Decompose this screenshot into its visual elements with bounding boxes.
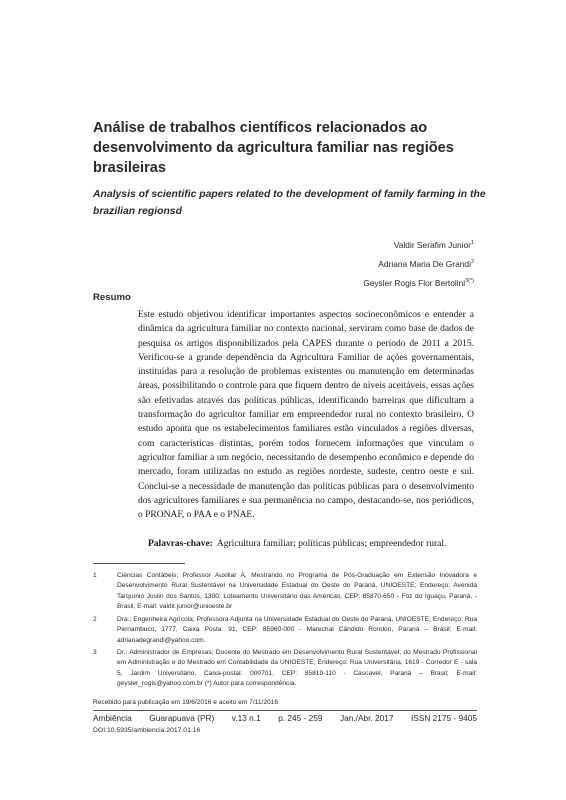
- footnote-number: 3: [93, 649, 97, 656]
- author-name: Valdir Serafim Junior: [393, 240, 471, 250]
- journal-date: Jan./Abr. 2017: [339, 713, 394, 723]
- footnote-text: Dra.; Engenheira Agrícola; Professora Adjunta na Universidade Estadual do Oeste do Paraná, UNIOESTE; Endereço: Rua Pernambuco, 1777, Caixa Posta: 91, CEP: 85960-000 - Marechal Cândido Rondon, Paraná – Brasil; E-mail: adrianadegrandi@yahoo.com.: [117, 616, 477, 644]
- footnote: [93, 615, 477, 646]
- journal-volume: v.13 n.1: [231, 713, 261, 723]
- author-name: Geysler Rogis Flor Bertolini: [363, 278, 466, 288]
- footnote-divider: [93, 563, 185, 564]
- footnote-number: 1: [93, 572, 97, 579]
- abstract-text: Este estudo objetivou identificar importantes aspectos socioeconômicos e entender a dinâmica da agricultura familiar no contexto nacional, serviram como base de dados de pesquisa os artigos disponibilizados pela CAPES durante o período de 2011 a 2015. Verificou-se a grande dependência da Agricultura Familiar de ações governamentais, instituídas para a resolução de problemas existentes ou manutenção em determinadas áreas, possibilitando o controle para que fiquem dentro de níveis aceitáveis, essas ações são efetivadas através das políticas públicas, identificando barreiras que dificultam a transformação do agricultor familiar em empreendedor rural no contexto brasileiro. O estudo aponta que os estabelecimentos familiares estão vinculados a regiões diversas, com características distintas, porém todos fornecem informações que vinculam o agricultor familiar a um negócio, necessitando de desempenho econômico e depende do mercado, foram utilizadas no estudo as regiões nordeste, sudeste, centro oeste e sul. Conclui-se a necessidade de manutenção das políticas públicas para o desenvolvimento dos agricultores familiares e sua permanência no campo, destacando-se, nos periódicos, o PRONAF, o PAA e o PNAE.: [138, 310, 474, 521]
- keywords-text: Agricultura familiar; políticas públicas; empreendedor rural.: [216, 539, 447, 549]
- abstract-heading: Resumo: [93, 292, 131, 303]
- footnote-text: Dr.; Administrador de Empresas; Docente do Mestrado em Desenvolvimento Rural Sustentável, do Mestrado Profissional em Administração e do Mestrado em Contabilidade da UNIOESTE; Endereço: Rua Universitária, 1619 - Corredor E - sala 5, Jardim Universitário, Caixa-postal: 000701, CEP: 85819-110 - Cascavel, Paraná – Brasil; E-mail: geysler_rogis@yahoo.com.br (*) Autor para correspondência.: [117, 649, 477, 687]
- english-title: Analysis of scientific papers related to the development of family farming in the brazilian regionsd: [93, 189, 486, 217]
- footnote: [93, 648, 477, 689]
- author-footnote-mark: 3(*): [465, 278, 474, 284]
- author-list: [280, 235, 474, 292]
- keywords-label: Palavras-chave:: [148, 539, 213, 549]
- author: [280, 235, 474, 254]
- footnote-number: 2: [93, 616, 97, 623]
- footnote-text: Ciências Contábeis; Professor Auxiliar A, Mestrando no Programa de Pós-Graduação em Extensão Inovadora e Desenvolvimento Rural Sustentável na Universidade Estadual do Oeste do Paraná, UNIOESTE; Endereço: Avenida Tarquínio Joslin dos Santos, 1300, Loteamento Universitário das Américas, CEP: 85870-650 - Foz do Iguaçu, Paraná, - Brasil; E-mail: valdir.junior@unioeste.br: [117, 572, 477, 610]
- journal-city: Guarapuava (PR): [149, 713, 215, 723]
- author: [280, 254, 474, 273]
- article-title: Análise de trabalhos científicos relacionados ao desenvolvimento da agricultura familiar nas regiões brasileiras: [93, 120, 454, 176]
- keywords: [148, 539, 478, 549]
- author-footnote-mark: 2: [470, 259, 474, 265]
- journal-name: Ambiência: [93, 713, 132, 723]
- doi: DOI:10.5935/ambiencia.2017.01.16: [93, 727, 201, 734]
- received-date: Recebido para publicação em 19/6/2016 e aceito em 7/11/2016: [93, 698, 477, 711]
- author-footnote-mark: 1: [470, 240, 474, 246]
- author: [280, 273, 474, 292]
- footnote: [93, 571, 477, 612]
- journal-citation: [93, 713, 477, 724]
- author-name: Adriana Maria De Grandi: [378, 259, 471, 269]
- journal-issn: ISSN 2175 - 9405: [411, 713, 477, 723]
- journal-pages: p. 245 - 259: [278, 713, 323, 723]
